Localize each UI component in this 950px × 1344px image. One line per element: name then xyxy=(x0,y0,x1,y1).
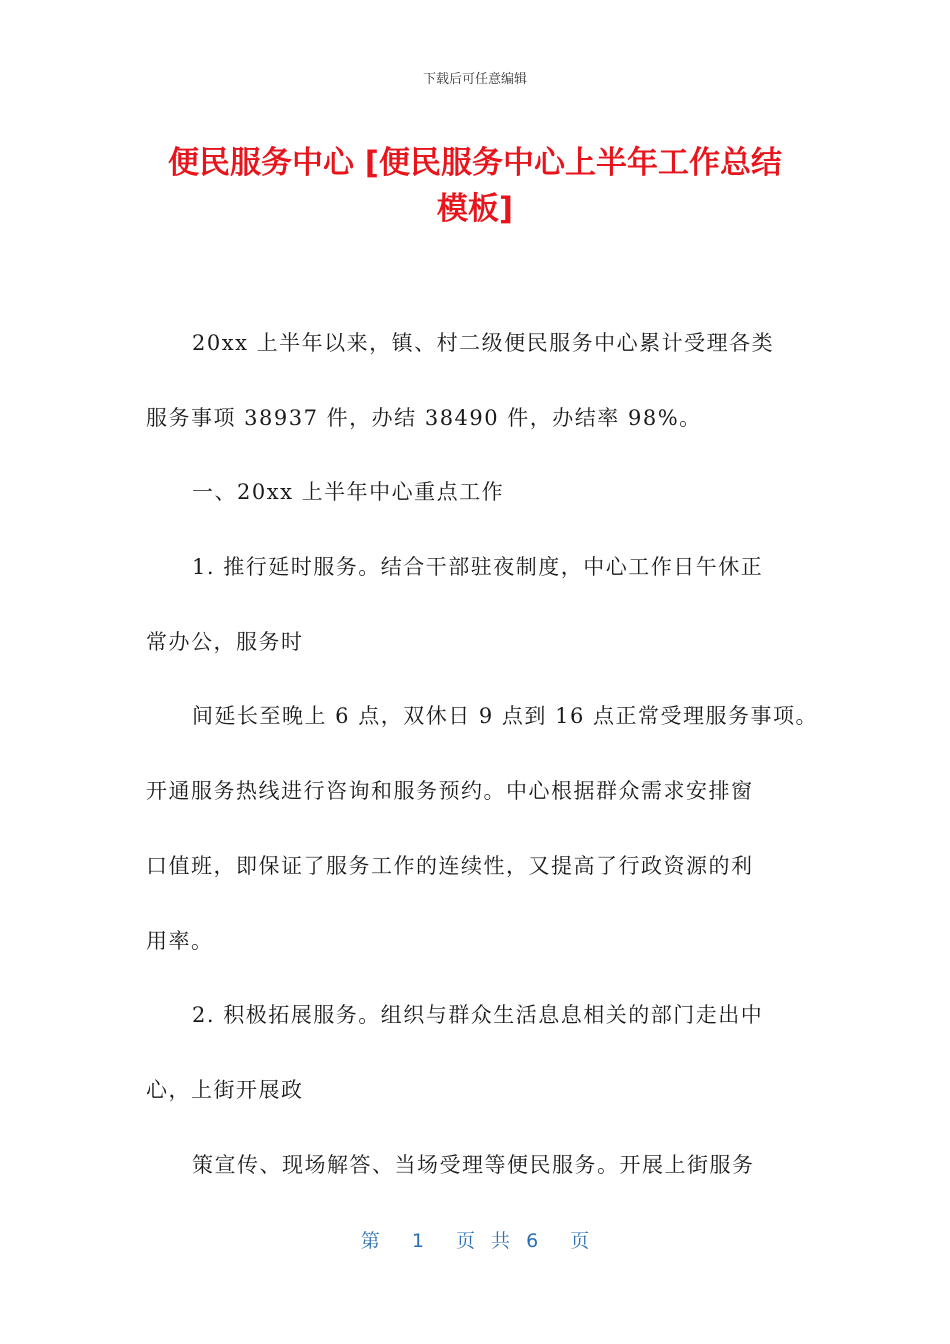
section-heading-1: 一、20xx 上半年中心重点工作 xyxy=(192,480,505,505)
title-line-1: 便民服务中心 [便民服务中心上半年工作总结 xyxy=(168,145,782,181)
title-line-2: 模板] xyxy=(436,191,514,227)
body-line-12: 策宣传、现场解答、当场受理等便民服务。开展上街服务 xyxy=(192,1152,755,1177)
body-line-2: 服务事项 38937 件，办结 38490 件，办结率 98%。 xyxy=(146,405,702,430)
body-line-1: 20xx 上半年以来，镇、村二级便民服务中心累计受理各类 xyxy=(192,331,775,355)
body-line-10: 2. 积极拓展服务。组织与群众生活息息相关的部门走出中 xyxy=(192,1003,764,1028)
header-note: 下载后可任意编辑 xyxy=(422,72,527,87)
document-title xyxy=(140,140,810,232)
body-line-9: 用率。 xyxy=(146,928,214,953)
body-line-4: 1. 推行延时服务。结合干部驻夜制度，中心工作日午休正 xyxy=(192,555,764,580)
body-line-5: 常办公，服务时 xyxy=(146,629,304,654)
body-line-11: 心，上街开展政 xyxy=(146,1077,304,1102)
body-line-7: 开通服务热线进行咨询和服务预约。中心根据群众需求安排窗 xyxy=(146,779,754,804)
body-line-8: 口值班，即保证了服务工作的连续性，又提高了行政资源的利 xyxy=(146,853,754,878)
document-body xyxy=(146,320,818,1216)
body-line-6: 间延长至晚上 6 点，双休日 9 点到 16 点正常受理服务事项。 xyxy=(192,704,818,729)
page-number-footer: 第 1 页 共 6 页 xyxy=(360,1230,590,1252)
